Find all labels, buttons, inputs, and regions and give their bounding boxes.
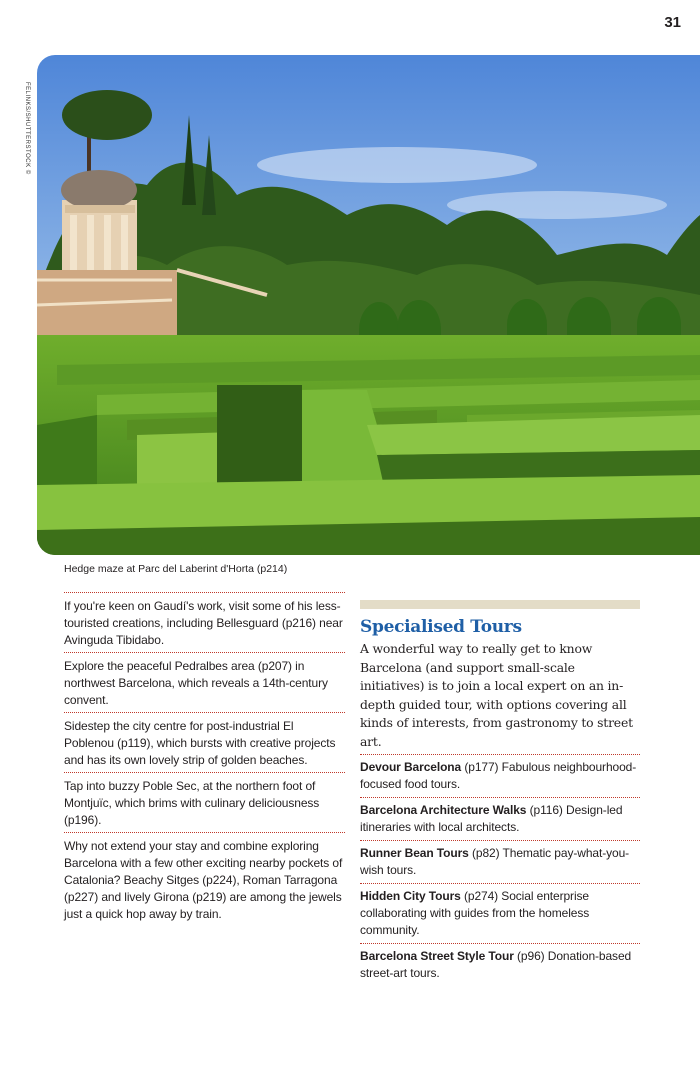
tour-description: (p116) Design-led itineraries with local architects. xyxy=(360,803,623,834)
tour-description: (p177) Fabulous neighbourhood-focused food tours. xyxy=(360,760,637,791)
tip-item: Sidestep the city centre for post-industrial El Poblenou (p119), which bursts with creative projects and has its own lovely strip of golden beaches. xyxy=(64,712,345,772)
tip-item: Explore the peaceful Pedralbes area (p207) in northwest Barcelona, which reveals a 14th-century convent. xyxy=(64,652,345,712)
tip-item: If you're keen on Gaudí's work, visit some of his less-touristed creations, including Bellesguard (p216) near Avinguda Tibidabo. xyxy=(64,592,345,652)
specialised-tours-section xyxy=(360,600,640,986)
tour-description: (p96) Donation-based street-art tours. xyxy=(360,949,632,980)
tour-name: Hidden City Tours xyxy=(360,889,461,903)
photo-caption: Hedge maze at Parc del Laberint d'Horta (p214) xyxy=(64,563,288,575)
tour-item xyxy=(360,840,640,883)
tour-description: (p82) Thematic pay-what-you-wish tours. xyxy=(360,846,630,877)
tour-name: Barcelona Architecture Walks xyxy=(360,803,527,817)
section-intro: A wonderful way to really get to know Barcelona (and support small-scale initiatives) is to join a local expert on an in-depth guided tour, with options covering all kinds of interests, from gastronomy to street art. xyxy=(360,641,633,749)
tour-item xyxy=(360,883,640,943)
tour-item xyxy=(360,797,640,840)
tip-item: Tap into buzzy Poble Sec, at the northern foot of Montjuïc, which brims with culinary deliciousness (p196). xyxy=(64,772,345,832)
tour-name: Barcelona Street Style Tour xyxy=(360,949,514,963)
tour-item xyxy=(360,754,640,797)
hedge-maze-illustration xyxy=(37,55,700,555)
section-title: Specialised Tours xyxy=(360,617,522,637)
tips-list xyxy=(64,592,345,926)
hedge-maze-photo xyxy=(37,55,700,555)
photo-credit: FELINKS/SHUTTERSTOCK © xyxy=(24,82,30,175)
tip-item: Why not extend your stay and combine exploring Barcelona with a few other exciting nearby pockets of Catalonia? Beachy Sitges (p224), Roman Tarragona (p227) and lively Girona (p219) are among the jewels just a quick hop away by train. xyxy=(64,832,345,926)
tour-name: Runner Bean Tours xyxy=(360,846,469,860)
tour-item xyxy=(360,943,640,986)
tour-description: (p274) Social enterprise collaborating with guides from the homeless community. xyxy=(360,889,590,937)
page-number: 31 xyxy=(664,14,681,31)
tour-name: Devour Barcelona xyxy=(360,760,462,774)
section-header-bar xyxy=(360,600,640,609)
